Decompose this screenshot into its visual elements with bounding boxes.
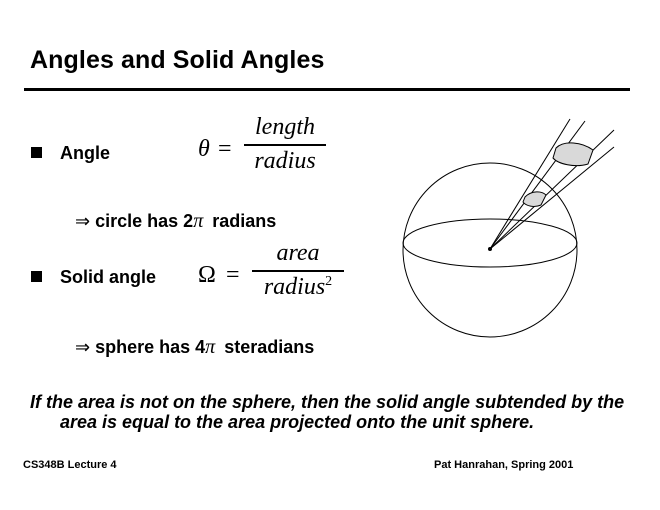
projection-note: If the area is not on the sphere, then the solid angle subtended by the area is equal to the area projected onto the unit sphere.: [30, 392, 625, 432]
fraction-numerator: area: [276, 240, 320, 266]
sphere-center-point: [488, 247, 492, 251]
pi-symbol: π: [193, 210, 204, 232]
result-unit: steradians: [224, 337, 315, 357]
theta-symbol: θ: [198, 136, 210, 162]
implies-arrow: ⇒: [75, 337, 91, 358]
slide-title: Angles and Solid Angles: [30, 46, 325, 74]
result-unit: radians: [212, 211, 277, 231]
omega-symbol: Ω: [198, 262, 216, 288]
fraction-denominator: radius: [254, 147, 316, 174]
fraction-numerator: length: [255, 114, 315, 140]
pi-symbol: π: [205, 336, 216, 358]
denominator-base: radius: [263, 273, 326, 300]
denominator-exponent: 2: [325, 273, 333, 289]
result-text: sphere has 4: [95, 337, 206, 357]
implies-arrow: ⇒: [75, 211, 91, 232]
bullet-label-angle: Angle: [60, 143, 111, 163]
footer-course: CS348B Lecture 4: [23, 459, 117, 471]
footer-author: Pat Hanrahan, Spring 2001: [434, 459, 574, 471]
equals-sign: =: [218, 136, 232, 162]
bullet-label-solid-angle: Solid angle: [60, 267, 157, 287]
cone-edge-line: [490, 147, 614, 249]
equals-sign: =: [226, 262, 240, 288]
projected-area-patch: [523, 192, 546, 207]
far-area-patch: [553, 143, 593, 166]
result-text: circle has 2: [95, 211, 194, 231]
cone-edge-line: [490, 121, 585, 249]
sphere-equator: [403, 219, 577, 267]
